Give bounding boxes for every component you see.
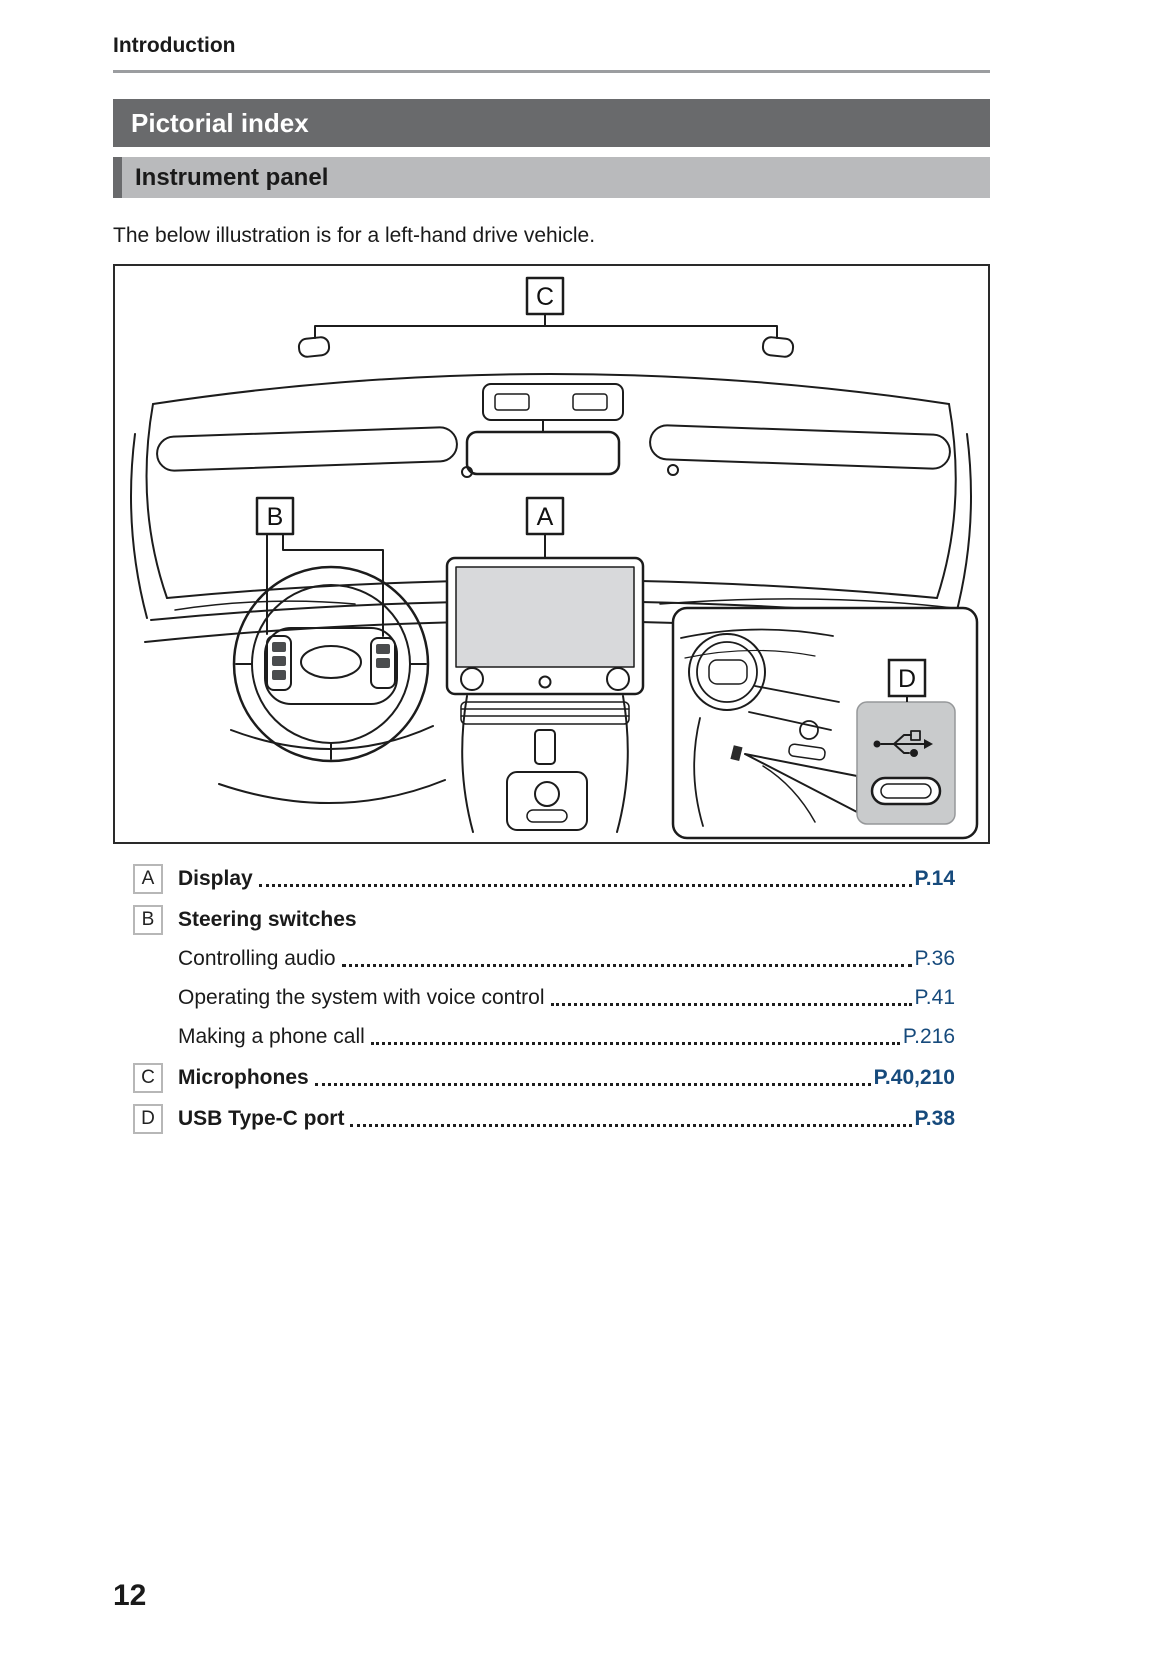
index-label: USB Type-C port	[178, 1107, 345, 1130]
left-pillar	[147, 404, 167, 598]
index-subitem-voice-control	[133, 983, 955, 1013]
intro-text: The below illustration is for a left-hand drive vehicle.	[113, 224, 596, 247]
steering-switch-buttons	[272, 642, 390, 680]
instrument-panel-figure	[113, 264, 990, 844]
dot-leader	[259, 884, 912, 887]
right-pillar	[937, 404, 956, 598]
overhead-switch-left	[495, 394, 529, 410]
display-knob-left	[461, 668, 483, 690]
header-rule	[113, 70, 990, 73]
usb-port	[872, 778, 940, 804]
marker-box-d	[133, 1104, 163, 1134]
callout-b-label: B	[266, 503, 284, 531]
callout-d-label: D	[897, 665, 917, 693]
marker-letter: D	[141, 1108, 155, 1129]
instrument-panel-drawing	[115, 266, 988, 842]
marker-letter: A	[141, 868, 155, 889]
index-label: Display	[178, 867, 253, 890]
display-screen	[456, 567, 634, 667]
index-item-microphones	[133, 1063, 955, 1093]
page-reference: P.14	[914, 867, 955, 890]
right-visor-hook	[668, 465, 678, 475]
overhead-console	[483, 384, 623, 420]
page-reference: P.36	[914, 947, 955, 970]
section-title: Introduction	[113, 34, 236, 57]
topic-banner-label: Instrument panel	[135, 163, 329, 191]
marker-box-a	[133, 864, 163, 894]
microphone-right	[762, 336, 794, 357]
overhead-switch-right	[573, 394, 607, 410]
usb-panel	[857, 702, 955, 824]
chapter-banner-label: Pictorial index	[131, 107, 309, 138]
index-label: Steering switches	[178, 908, 357, 931]
marker-box-b	[133, 905, 163, 935]
dot-leader	[350, 1124, 911, 1127]
callout-a-label: A	[536, 503, 554, 531]
topic-banner-edge	[113, 157, 122, 198]
topic-banner	[113, 157, 990, 198]
dot-leader	[342, 964, 912, 967]
page-reference: P.41	[914, 986, 955, 1009]
index-label: Making a phone call	[178, 1025, 365, 1048]
index-label: Microphones	[178, 1066, 309, 1089]
page-reference: P.38	[914, 1107, 955, 1130]
roof-line	[153, 374, 949, 404]
right-sun-visor	[649, 425, 950, 469]
index-label: Controlling audio	[178, 947, 336, 970]
steering-emblem	[301, 646, 361, 678]
rearview-mirror	[467, 432, 619, 474]
index-item-steering-switches	[133, 905, 955, 935]
page-number: 12	[113, 1579, 147, 1612]
shift-knob	[535, 782, 559, 806]
callout-c-label: C	[535, 283, 555, 311]
steering-wheel	[234, 567, 428, 761]
index-item-usb-port	[133, 1104, 955, 1134]
marker-letter: C	[141, 1067, 155, 1088]
right-window-edge	[955, 434, 971, 618]
index-subitem-controlling-audio	[133, 944, 955, 974]
callout-c-leader	[315, 314, 777, 338]
microphone-left	[298, 336, 330, 357]
index-subitem-phone-call	[133, 1022, 955, 1052]
dot-leader	[551, 1003, 912, 1006]
marker-box-c	[133, 1063, 163, 1093]
dot-leader	[315, 1083, 871, 1086]
left-sun-visor	[156, 427, 457, 471]
page-reference: P.216	[902, 1025, 955, 1048]
page-reference: P.40,210	[873, 1066, 955, 1089]
pictorial-index-list	[113, 864, 990, 1134]
chapter-banner	[113, 99, 990, 147]
marker-letter: B	[141, 909, 155, 930]
hazard-switch	[535, 730, 555, 764]
lower-trim-line	[219, 780, 445, 803]
index-item-display	[133, 864, 955, 894]
dot-leader	[371, 1042, 900, 1045]
left-window-edge	[131, 434, 147, 618]
shifter-base	[527, 810, 567, 822]
center-vent	[461, 702, 629, 724]
display-knob-right	[607, 668, 629, 690]
driver-dash-line	[175, 601, 355, 610]
index-label: Operating the system with voice control	[178, 986, 545, 1009]
